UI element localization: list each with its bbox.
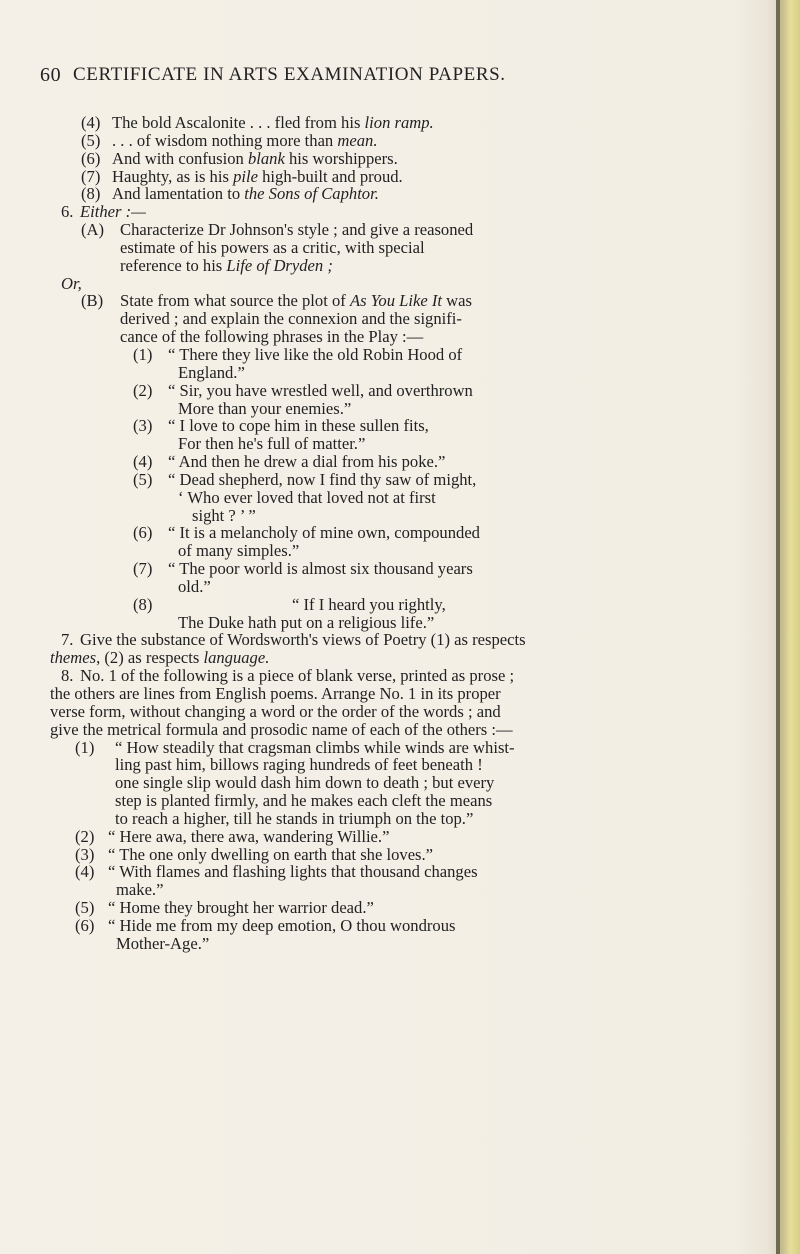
sample-5: (5) “ Home they brought her warrior dead.” xyxy=(75,898,374,918)
question-8: 8. No. 1 of the following is a piece of blank verse, printed as prose ; the others are lines from English poems. Arrange No. 1 in its proper verse form, without changing a word or the order of the words ; and give the metrical formula and prosodic name of each of the others :— (1) “ How steadily that cragsman climbs while winds are whist- ling past him, billows raging hundreds of feet beneath ! one single slip would dash him down to death ; but every step is planted firmly, and he makes each cleft the means to reach a higher, till he stands in triumph on the top.” (2) “ Here awa, there awa, wandering Willie.” (3) “ The one only dwelling on earth that she loves.” (4) “ With flames and flashing lights that thousand changes make.” (5) “ Home they brought her warrior dead.” (6) “ Hide me from my deep emotion, O thou wondrous Mother-Age.” xyxy=(50,667,745,953)
page-gutter xyxy=(776,0,780,1254)
sample-2: (2) “ Here awa, there awa, wandering Willie.” xyxy=(75,826,390,846)
q6-or: Or, xyxy=(61,273,82,293)
phrase-1: (1) “ There they live like the old Robin Hood of England.” xyxy=(133,344,463,382)
item-7: (7) Haughty, as is his pile high-built and proud. xyxy=(81,166,403,186)
phrase-2: (2) “ Sir, you have wrestled well, and overthrown More than your enemies.” xyxy=(133,380,473,418)
phrase-4: (4) “ And then he drew a dial from his poke.” xyxy=(133,452,446,472)
page-number: 60 xyxy=(40,64,62,86)
item-6: (6) And with confusion blank his worshippers. xyxy=(81,148,398,168)
phrase-7: (7) “ The poor world is almost six thousand years old.” xyxy=(133,559,473,596)
item-5: (5) . . . of wisdom nothing more than mean. xyxy=(81,130,378,150)
phrase-3: (3) “ I love to cope him in these sullen fits, For then he's full of matter.” xyxy=(133,416,429,454)
q6-part-a: (A) Characterize Dr Johnson's style ; and give a reasoned estimate of his powers as a critic, with special reference to his Life of Dryden ; xyxy=(81,220,474,275)
question-7: 7. Give the substance of Wordsworth's views of Poetry (1) as respects themes, (2) as respects language. xyxy=(50,630,526,668)
running-title: CERTIFICATE IN ARTS EXAMINATION PAPERS. xyxy=(73,64,506,85)
item-4: (4) The bold Ascalonite . . . fled from his lion ramp. xyxy=(81,113,434,132)
sample-1: (1) “ How steadily that cragsman climbs while winds are whist- ling past him, billows raging hundreds of feet beneath ! one single slip would dash him down to death ; but every step is planted firmly, and he makes each cleft the means to reach a higher, till he stands in triumph on the top.” xyxy=(75,737,515,828)
page-content xyxy=(50,114,745,953)
phrase-8: (8) “ If I heard you rightly, The Duke hath put on a religious life.” xyxy=(133,594,446,632)
question-5-items xyxy=(50,114,745,203)
sample-4: (4) “ With flames and flashing lights that thousand changes make.” xyxy=(75,862,478,900)
sample-3: (3) “ The one only dwelling on earth that she loves.” xyxy=(75,844,434,864)
q6-part-b: (B) State from what source the plot of As You Like It was derived ; and explain the connexion and the signifi- cance of the following phrases in the Play :— xyxy=(81,291,472,347)
phrase-5: (5) “ Dead shepherd, now I find thy saw of might, ‘ Who ever loved that loved not at first sight ? ’ ” xyxy=(133,469,477,525)
phrase-6: (6) “ It is a melancholy of mine own, compounded of many simples.” xyxy=(133,523,480,561)
q6-either: 6. Either :— xyxy=(61,202,146,222)
question-6 xyxy=(50,203,745,631)
q6-phrases xyxy=(61,346,740,632)
sample-6: (6) “ Hide me from my deep emotion, O thou wondrous Mother-Age.” xyxy=(75,915,456,953)
item-8: (8) And lamentation to the Sons of Caphtor. xyxy=(81,184,379,204)
